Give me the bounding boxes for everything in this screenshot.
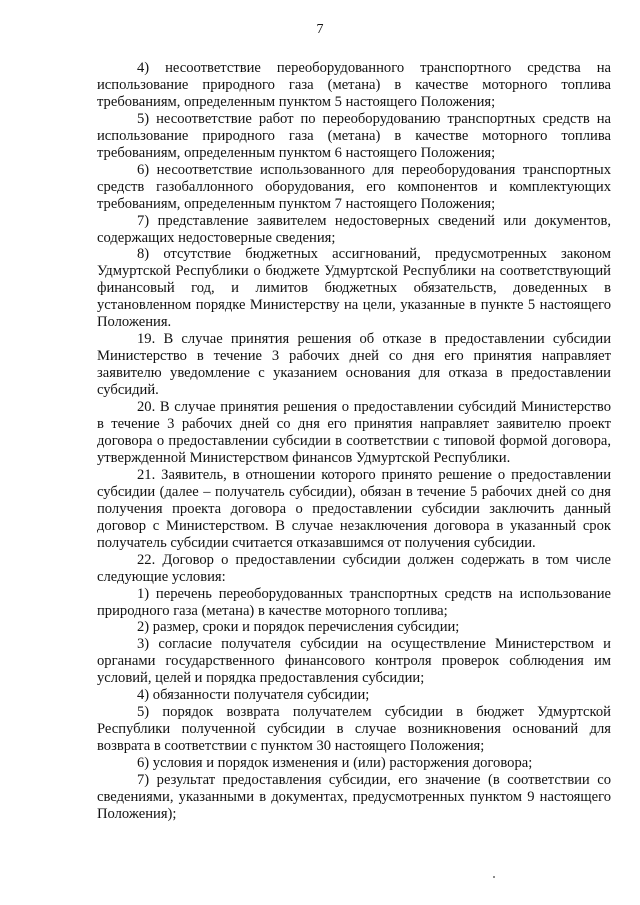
paragraph-clause-21: 21. Заявитель, в отношении которого принято решение о предоставлении субсидии (далее – получатель субсидии), обязан в течение 5 рабочих дней со дня получения проекта договора о предоставлении субсидии заключить данный договор с Министерством. В случае незаключения договора в указанный срок получатель субсидии считается отказавшимся от получения субсидии. xyxy=(97,466,611,551)
paragraph-item-7: 7) представление заявителем недостоверных сведений или документов, содержащих недостоверные сведения; xyxy=(97,212,611,246)
paragraph-item-8: 8) отсутствие бюджетных ассигнований, предусмотренных законом Удмуртской Республики о бюджете Удмуртской Республики на соответствующий финансовый год, и лимитов бюджетных обязательств, доведенных в установленном порядке Министерству на цели, указанные в пункте 5 настоящего Положения. xyxy=(97,246,611,331)
condition-item-6: 6) условия и порядок изменения и (или) расторжения договора; xyxy=(137,755,533,772)
paragraph-item-6: 6) несоответствие использованного для переоборудования транспортных средств газобаллонного оборудования, его компонентов и комплектующих требованиям, определенным пунктом 7 настоящего Положения; xyxy=(97,161,611,212)
paragraph-item-4: 4) несоответствие переоборудованного транспортного средства на использование природного газа (метана) в качестве моторного топлива требованиям, определенным пунктом 5 настоящего Положения; xyxy=(97,60,611,110)
paragraph-item-5: 5) несоответствие работ по переоборудованию транспортных средств на использование природного газа (метана) в качестве моторного топлива требованиям, определенным пунктом 6 настоящего Положения; xyxy=(97,110,611,161)
condition-item-2: 2) размер, сроки и порядок перечисления субсидии; xyxy=(137,619,460,636)
paragraph-clause-20: 20. В случае принятия решения о предоставлении субсидий Министерство в течение 3 рабочих дней со дня его принятия направляет заявителю проект договора о предоставлении субсидии в соответствии с типовой формой договора, утвержденной Министерством финансов Удмуртской Республики. xyxy=(97,399,611,466)
condition-item-3: 3) согласие получателя субсидии на осуществление Министерством и органами государственного финансового контроля проверок соблюдения им условий, целей и порядка предоставления субсидии; xyxy=(97,636,611,687)
condition-item-4: 4) обязанности получателя субсидии; xyxy=(137,687,370,704)
document-body xyxy=(97,60,611,823)
paragraph-clause-19: 19. В случае принятия решения об отказе в предоставлении субсидии Министерство в течение 3 рабочих дней со дня его принятия направляет заявителю уведомление с указанием основания для отказа в предоставлении субсидий. xyxy=(97,331,611,399)
condition-item-5: 5) порядок возврата получателем субсидии в бюджет Удмуртской Республики полученной субсидии в случае возникновения оснований для возврата в соответствии с пунктом 30 настоящего Положения; xyxy=(97,704,611,755)
paragraph-clause-22: 22. Договор о предоставлении субсидии должен содержать в том числе следующие условия: xyxy=(97,551,611,585)
scan-speck xyxy=(493,876,495,878)
page-number: 7 xyxy=(316,22,324,37)
condition-item-1: 1) перечень переоборудованных транспортных средств на использование природного газа (метана) в качестве моторного топлива; xyxy=(97,585,611,619)
condition-item-7: 7) результат предоставления субсидии, его значение (в соответствии со сведениями, указанными в документах, предусмотренных пунктом 9 настоящего Положения); xyxy=(97,772,611,822)
